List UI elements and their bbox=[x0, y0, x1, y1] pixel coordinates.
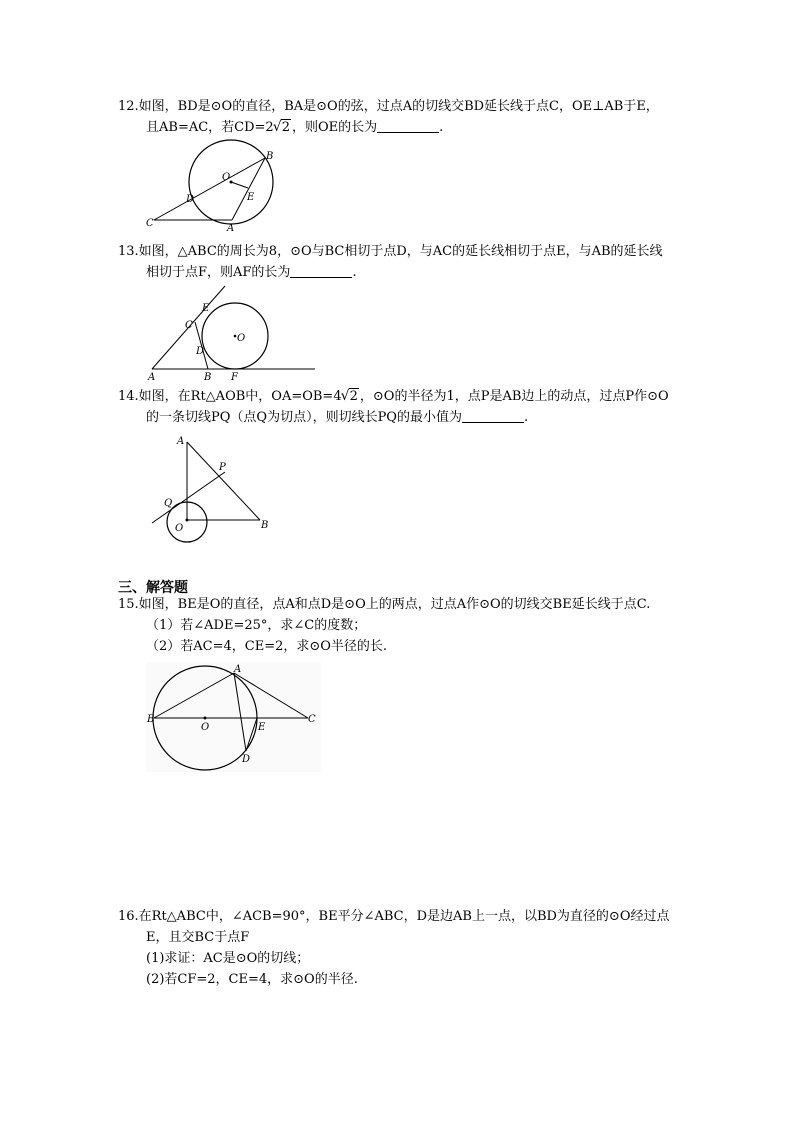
q12-label-d: D bbox=[186, 194, 195, 205]
q14-line2 bbox=[146, 410, 528, 426]
q13-line2-pre: 相切于点F，则AF的长为 bbox=[146, 265, 291, 280]
q13-answer-blank bbox=[290, 265, 352, 278]
q15-label-c: C bbox=[308, 714, 316, 725]
q14-tangent-pq bbox=[152, 472, 225, 523]
q12-label-b: B bbox=[266, 151, 274, 162]
q13-label-b: B bbox=[204, 372, 212, 383]
q12-radicand: 2 bbox=[281, 120, 290, 135]
q15-part1: （1）若∠ADE=25°，求∠C的度数； bbox=[146, 618, 367, 633]
q16-line2: E，且交BC于点F bbox=[146, 930, 250, 945]
q12-line2-pre: 且AB=AC，若CD=2 bbox=[146, 120, 274, 135]
q15-label-d: D bbox=[242, 754, 251, 765]
q12-answer-blank bbox=[377, 120, 439, 133]
q14-label-a: A bbox=[177, 436, 185, 447]
q16-part2: (2)若CF=2，CE=4，求⊙O的半径. bbox=[146, 972, 358, 987]
q14-label-b: B bbox=[261, 520, 269, 531]
q13-label-f: F bbox=[231, 372, 238, 383]
q13-line2-end: . bbox=[352, 265, 357, 280]
q13-label-e: E bbox=[202, 303, 210, 314]
q15-figure-bg bbox=[146, 662, 321, 772]
q15-label-a: A bbox=[234, 664, 242, 675]
q15-label-e: E bbox=[258, 722, 266, 733]
q14-line2-pre: 的一条切线PQ（点Q为切点），则切线长PQ的最小值为 bbox=[146, 410, 462, 425]
q12-figure bbox=[140, 138, 300, 238]
q12-line2 bbox=[146, 120, 443, 136]
q13-label-c: C bbox=[185, 320, 193, 331]
q14-line1-pre: 14.如图，在Rt△AOB中，OA=OB=4 bbox=[118, 389, 342, 404]
q15-line1: 15.如图，BE是O的直径，点A和点D是⊙O上的两点，过点A作⊙O的切线交BE延长线于点C. bbox=[118, 597, 651, 612]
q12-label-a: A bbox=[227, 223, 235, 234]
q13-center-dot bbox=[234, 335, 237, 338]
q13-figure bbox=[140, 284, 320, 384]
q16-line1: 16.在Rt△ABC中，∠ACB=90°，BE平分∠ABC，D是边AB上一点，以BD为直径的⊙O经过点 bbox=[118, 909, 670, 924]
q13-line1: 13.如图，△ABC的周长为8，⊙O与BC相切于点D，与AC的延长线相切于点E，与AB的延长线 bbox=[118, 244, 663, 259]
q13-label-o: O bbox=[237, 333, 246, 344]
q15-label-o: O bbox=[201, 722, 210, 733]
q13-line2 bbox=[146, 265, 357, 281]
sqrt-symbol bbox=[342, 389, 359, 405]
q14-line-ab bbox=[187, 442, 260, 520]
q14-line2-end: . bbox=[523, 410, 529, 425]
q12-label-o: O bbox=[222, 172, 231, 183]
q14-label-o: O bbox=[175, 523, 184, 534]
q12-label-c: C bbox=[146, 218, 154, 229]
q14-label-q: Q bbox=[164, 498, 173, 509]
q14-line1 bbox=[118, 389, 669, 405]
sqrt-symbol bbox=[274, 120, 291, 136]
q15-label-b: B bbox=[147, 714, 155, 725]
q14-answer-blank bbox=[462, 410, 524, 423]
q12-line1: 12.如图，BD是⊙O的直径，BA是⊙O的弦，过点A的切线交BD延长线于点C，OE⊥AB于E， bbox=[118, 99, 659, 114]
q12-line2-post: ，则OE的长为 bbox=[291, 120, 378, 135]
q14-center-dot bbox=[186, 519, 189, 522]
section-title: 三、解答题 bbox=[118, 580, 188, 596]
q12-line2-end: . bbox=[439, 120, 444, 135]
q16-part1: (1)求证：AC是⊙O的切线； bbox=[146, 951, 310, 966]
q14-figure bbox=[145, 432, 280, 547]
q13-label-a: A bbox=[148, 372, 156, 383]
q13-label-d: D bbox=[196, 346, 205, 357]
q12-line-oe bbox=[231, 182, 248, 188]
q14-line1-post: ，⊙O的半径为1，点P是AB边上的动点，过点P作⊙O bbox=[359, 389, 669, 404]
q15-part2: （2）若AC=4，CE=2，求⊙O半径的长. bbox=[146, 639, 388, 654]
q12-label-e: E bbox=[247, 192, 255, 203]
q15-center-dot bbox=[204, 717, 207, 720]
q15-figure bbox=[146, 662, 321, 772]
q14-label-p: P bbox=[219, 462, 226, 473]
q14-radicand: 2 bbox=[349, 389, 358, 404]
